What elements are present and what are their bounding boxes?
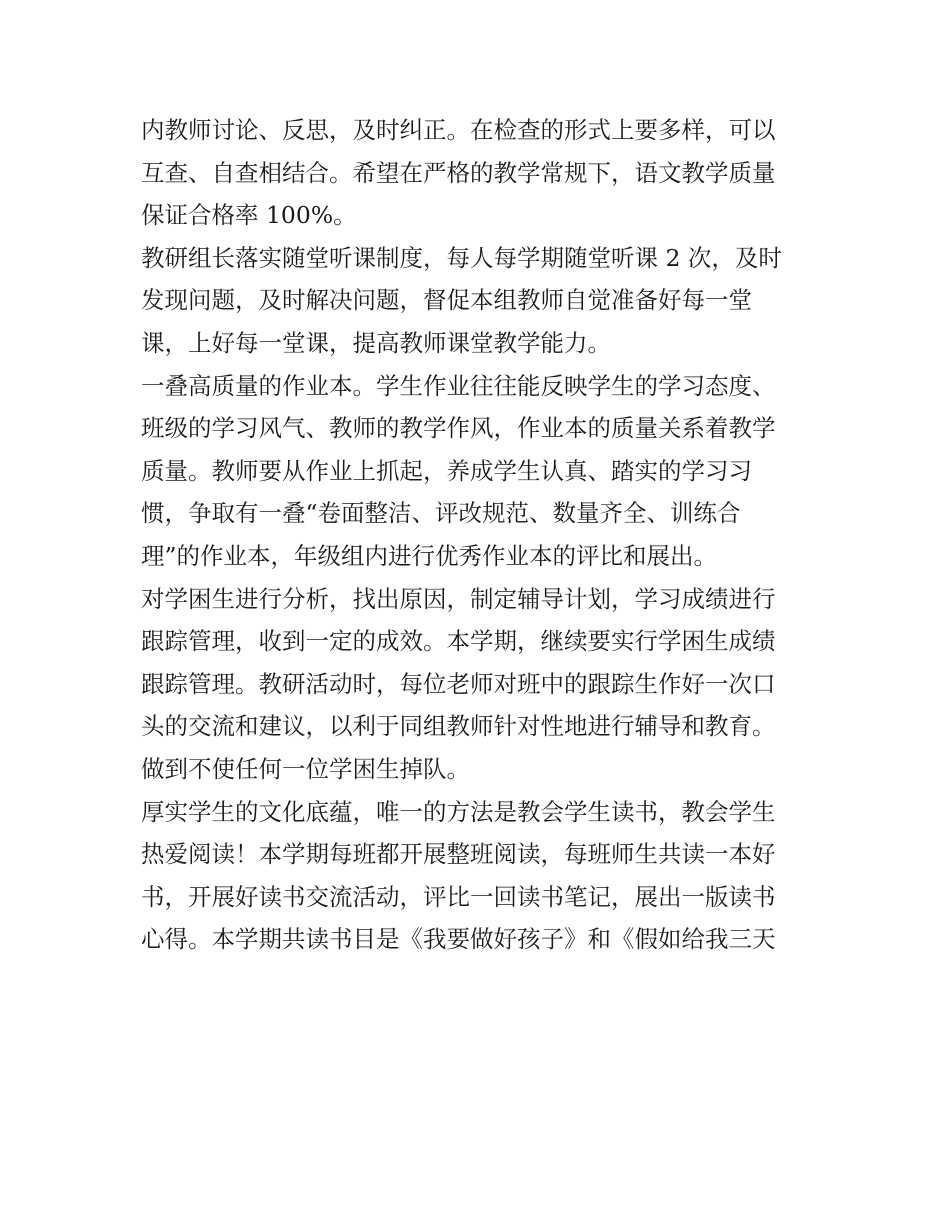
text-line: 厚实学生的文化底蕴，唯一的方法是教会学生读书，教会学生 <box>141 797 776 826</box>
text-line: 班级的学习风气、教师的教学作风，作业本的质量关系着教学 <box>141 414 776 443</box>
text-line: 教研组长落实随堂听课制度，每人每学期随堂听课 2 次，及时 <box>141 243 782 272</box>
text-line: 心得。本学期共读书目是《我要做好孩子》和《假如给我三天 <box>141 925 776 954</box>
body-text <box>141 109 821 961</box>
text-line: 书，开展好读书交流活动，评比一回读书笔记，展出一版读书 <box>141 882 776 911</box>
text-line: 跟踪管理。教研活动时，每位老师对班中的跟踪生作好一次口 <box>141 669 776 698</box>
text-line: 质量。教师要从作业上抓起，养成学生认真、踏实的学习习 <box>141 456 752 485</box>
text-line: 内教师讨论、反思，及时纠正。在检查的形式上要多样，可以 <box>141 116 776 144</box>
text-line: 对学困生进行分析，找出原因，制定辅导计划，学习成绩进行 <box>141 584 776 613</box>
text-line: 理”的作业本，年级组内进行优秀作业本的评比和展出。 <box>141 541 718 570</box>
text-line: 热爱阅读！本学期每班都开展整班阅读，每班师生共读一本好 <box>141 840 776 869</box>
text-line: 课，上好每一堂课，提高教师课堂教学能力。 <box>141 328 611 357</box>
text-line: 做到不使任何一位学困生掉队。 <box>141 754 470 783</box>
text-line: 发现问题，及时解决问题，督促本组教师自觉准备好每一堂 <box>141 286 752 315</box>
text-line: 保证合格率 100%。 <box>141 201 357 230</box>
text-line: 一叠高质量的作业本。学生作业往往能反映学生的学习态度、 <box>141 371 776 400</box>
text-line: 跟踪管理，收到一定的成效。本学期，继续要实行学困生成绩 <box>141 627 776 656</box>
text-line: 惯，争取有一叠“卷面整洁、评改规范、数量齐全、训练合 <box>141 499 741 528</box>
text-line: 头的交流和建议，以利于同组教师针对性地进行辅导和教育。 <box>141 712 776 741</box>
text-line: 互查、自查相结合。希望在严格的教学常规下，语文教学质量 <box>141 158 776 187</box>
